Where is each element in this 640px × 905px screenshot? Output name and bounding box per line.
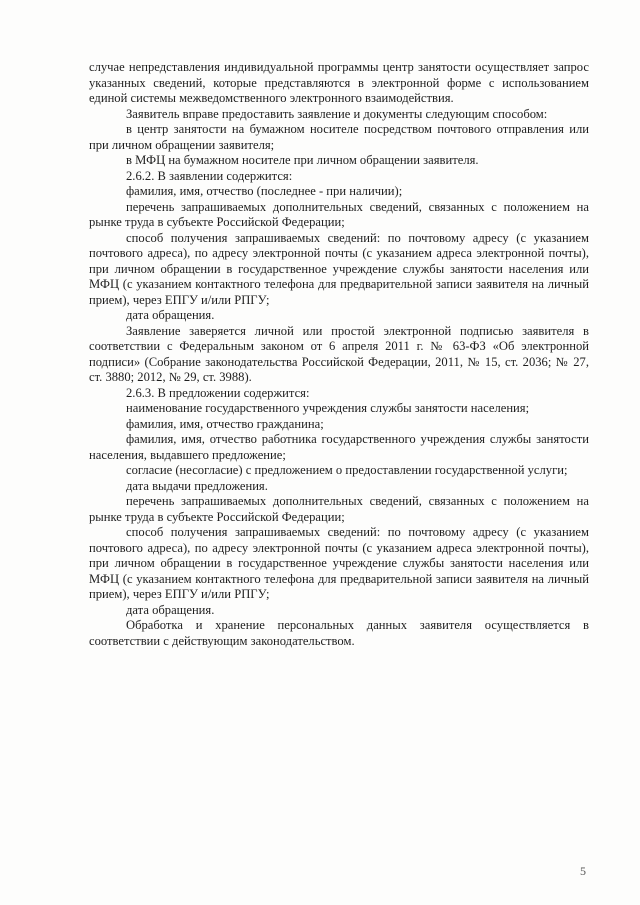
paragraph: дата выдачи предложения. — [126, 478, 268, 493]
paragraph: фамилия, имя, отчество работника государственного учреждения службы занятости населения, выдавшего предложение; — [89, 432, 589, 462]
paragraph: Заявление заверяется личной или простой электронной подписью заявителя в соответствии с Федеральным законом от 6 апреля 2011 г. № 63-ФЗ «Об электронной подписи» (Собрание законодательства Российской Федерации, 2011, № 15, ст. 2036; № 27, ст. 3880; 2012, № 29, ст. 3988). — [89, 323, 589, 384]
paragraph: способ получения запрашиваемых сведений: по почтовому адресу (с указанием почтового адреса), по адресу электронной почты (с указанием адреса электронной почты), при личном обращении в государственное учреждение службы занятости населения или МФЦ (с указанием контактного телефона для предварительной записи заявителя на личный прием), через ЕПГУ и/или РПГУ; — [89, 525, 589, 601]
paragraph: фамилия, имя, отчество гражданина; — [126, 416, 324, 431]
paragraph: фамилия, имя, отчество (последнее - при наличии); — [126, 184, 403, 198]
paragraph: Обработка и хранение персональных данных заявителя осуществляется в соответствии с действующим законодательством. — [89, 618, 589, 648]
page-number: 5 — [580, 864, 586, 878]
paragraph: дата обращения. — [126, 602, 215, 617]
paragraph: Заявитель вправе предоставить заявление и документы следующим способом: — [126, 106, 548, 121]
paragraph: наименование государственного учреждения службы занятости населения; — [126, 401, 530, 415]
paragraph: в МФЦ на бумажном носителе при личном обращении заявителя. — [126, 153, 479, 167]
paragraph: перечень запрашиваемых дополнительных сведений, связанных с положением на рынке труда в субъекте Российской Федерации; — [89, 199, 589, 229]
paragraph: в центр занятости на бумажном носителе посредством почтового отправления или при личном обращении заявителя; — [89, 122, 589, 152]
paragraph: случае непредставления индивидуальной программы центр занятости осуществляет запрос указанных сведений, которые представляются в электронной форме с использованием единой системы межведомственного электронного взаимодействия. — [89, 60, 589, 105]
paragraph: дата обращения. — [126, 308, 215, 322]
paragraph: способ получения запрашиваемых сведений: по почтовому адресу (с указанием почтового адреса), по адресу электронной почты (с указанием адреса электронной почты), при личном обращении в государственное учреждение службы занятости населения или МФЦ (с указанием контактного телефона для предварительной записи заявителя на личный прием), через ЕПГУ и/или РПГУ; — [89, 230, 589, 307]
paragraph: 2.6.2. В заявлении содержится: — [126, 168, 293, 183]
paragraph: согласие (несогласие) с предложением о предоставлении государственной услуги; — [126, 463, 568, 477]
document-body — [89, 60, 589, 649]
paragraph: 2.6.3. В предложении содержится: — [126, 385, 310, 400]
paragraph: перечень запрашиваемых дополнительных сведений, связанных с положением на рынке труда в субъекте Российской Федерации; — [89, 494, 589, 524]
